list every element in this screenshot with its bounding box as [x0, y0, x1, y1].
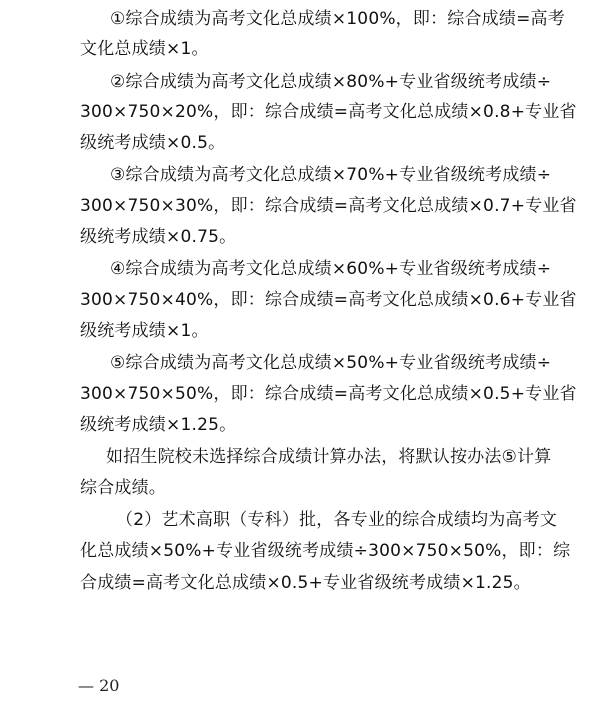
paragraph-5-line-3: 级统考成绩×1.25。: [80, 415, 237, 435]
paragraph-7-line-1: （2）艺术高职（专科）批，各专业的综合成绩均为高考文: [116, 510, 558, 530]
paragraph-5-line-2: 300×750×50%，即：综合成绩=高考文化总成绩×0.5+专业省: [80, 384, 577, 404]
paragraph-7-line-2: 化总成绩×50%+专业省级统考成绩÷300×750×50%，即：综: [80, 541, 571, 561]
paragraph-4-line-2: 300×750×40%，即：综合成绩=高考文化总成绩×0.6+专业省: [80, 290, 577, 310]
paragraph-5-line-1: ⑤综合成绩为高考文化总成绩×50%+专业省级统考成绩÷: [110, 353, 552, 373]
paragraph-1-line-2: 文化总成绩×1。: [80, 39, 209, 59]
paragraph-2-line-1: ②综合成绩为高考文化总成绩×80%+专业省级统考成绩÷: [110, 72, 552, 92]
paragraph-2-line-2: 300×750×20%，即：综合成绩=高考文化总成绩×0.8+专业省: [80, 102, 577, 122]
paragraph-3-line-1: ③综合成绩为高考文化总成绩×70%+专业省级统考成绩÷: [110, 165, 552, 185]
paragraph-3-line-3: 级统考成绩×0.75。: [80, 227, 237, 247]
paragraph-3-line-2: 300×750×30%，即：综合成绩=高考文化总成绩×0.7+专业省: [80, 196, 577, 216]
paragraph-2-line-3: 级统考成绩×0.5。: [80, 133, 226, 153]
paragraph-7-line-3: 合成绩=高考文化总成绩×0.5+专业省级统考成绩×1.25。: [80, 573, 531, 593]
paragraph-4-line-1: ④综合成绩为高考文化总成绩×60%+专业省级统考成绩÷: [110, 259, 552, 279]
paragraph-6-line-1: 如招生院校未选择综合成绩计算办法，将默认按办法⑤计算: [106, 447, 552, 467]
paragraph-6-line-2: 综合成绩。: [80, 478, 166, 498]
page-number: — 20: [78, 676, 120, 695]
paragraph-1-line-1: ①综合成绩为高考文化总成绩×100%，即：综合成绩=高考: [110, 9, 565, 29]
paragraph-4-line-3: 级统考成绩×1。: [80, 321, 209, 341]
